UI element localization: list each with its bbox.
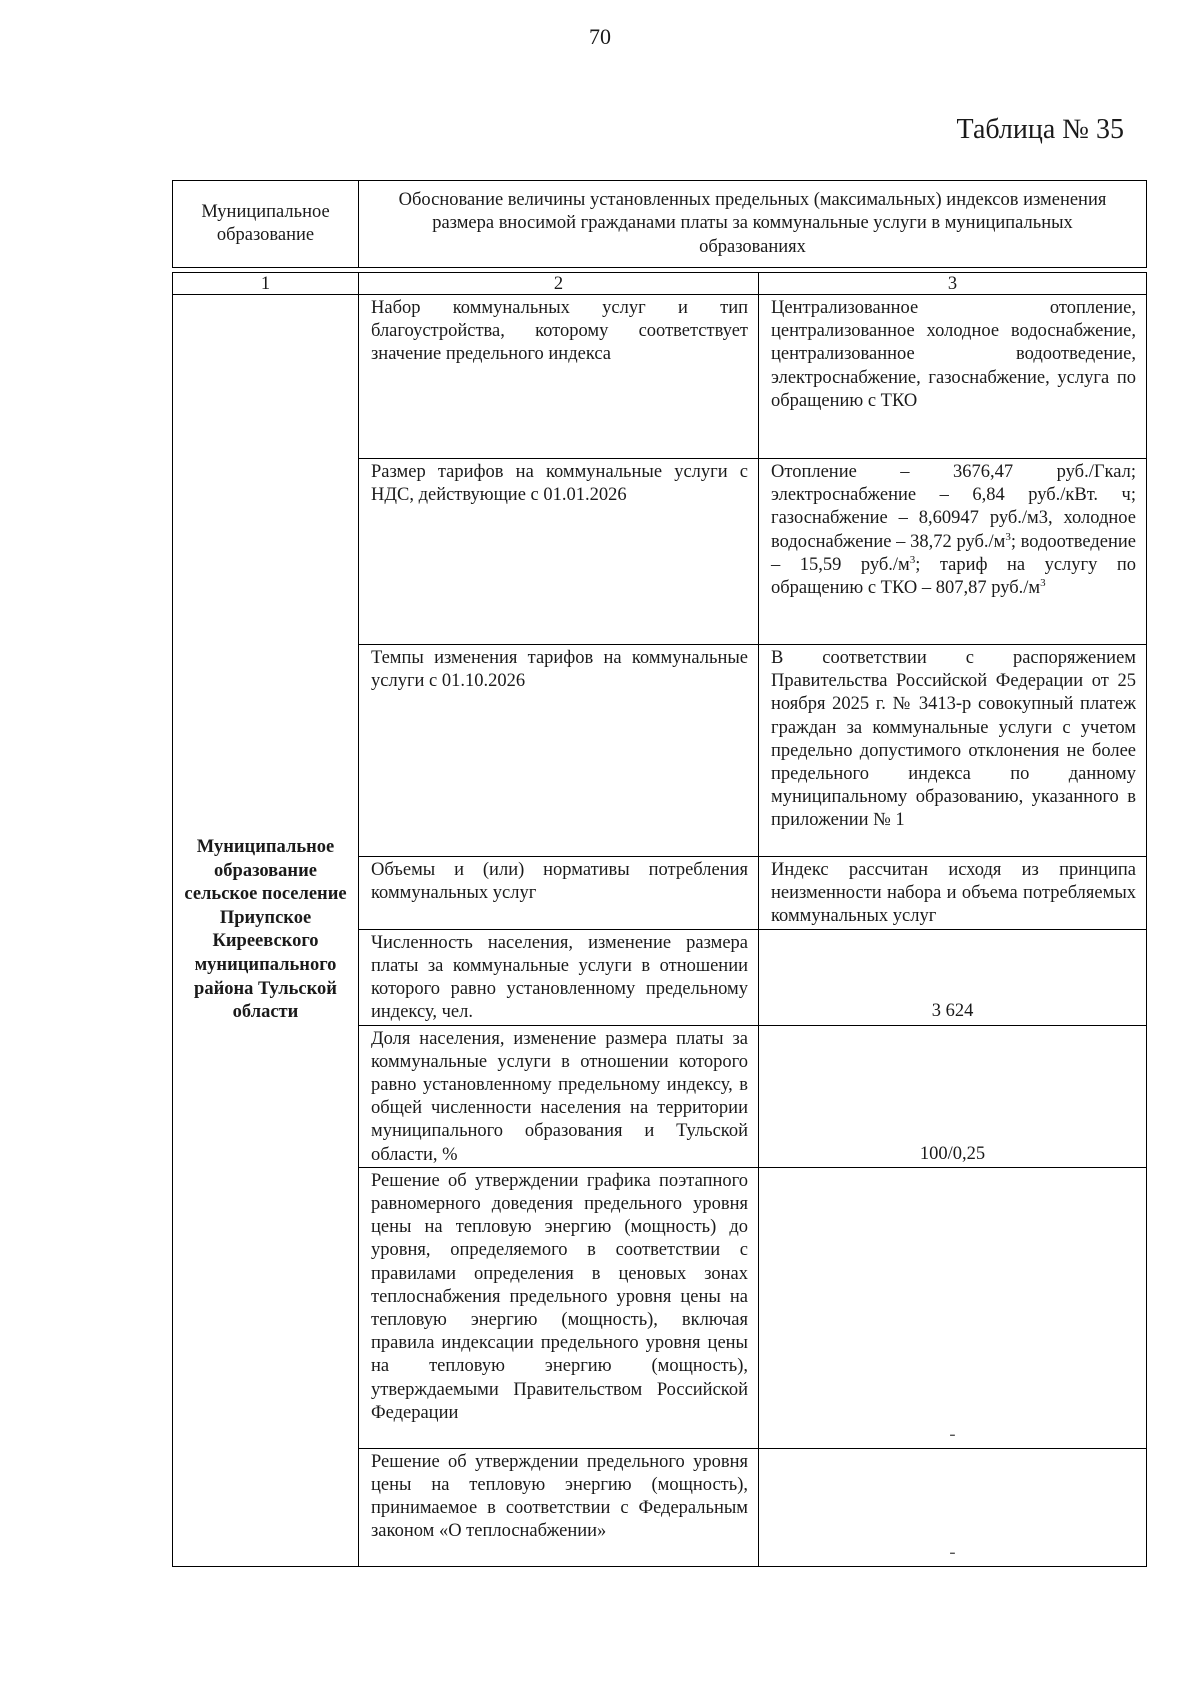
row-value: - — [759, 1167, 1147, 1448]
row-value: - — [759, 1448, 1147, 1566]
header-municipality: Муниципальное образование — [173, 181, 359, 268]
value-text: ; водоотведение – 15,59 руб./м — [771, 531, 1136, 575]
row-parameter: Решение об утверждении предельного уровня цены на тепловую энергию (мощность), принимаемое в соответствии с Федеральным законом «О теплоснабжении» — [359, 1448, 759, 1566]
column-number: 2 — [359, 273, 759, 295]
page-number: 70 — [589, 24, 611, 49]
table-header — [172, 180, 1147, 268]
superscript: 3 — [909, 553, 916, 566]
municipality-name: Муниципальное образование сельское поселение Приупское Киреевского муниципального района Тульской области — [173, 295, 359, 1567]
row-parameter: Размер тарифов на коммунальные услуги с НДС, действующие с 01.01.2026 — [359, 459, 759, 645]
row-parameter: Объемы и (или) нормативы потребления коммунальных услуг — [359, 857, 759, 930]
superscript: 3 — [1005, 530, 1011, 543]
row-value: Централизованное отопление, централизованное холодное водоснабжение, централизованное водоотведение, электроснабжение, газоснабжение, услуга по обращению с ТКО — [759, 295, 1147, 459]
row-value — [759, 459, 1147, 645]
data-table — [172, 272, 1147, 1567]
row-parameter: Набор коммунальных услуг и тип благоустройства, которому соответствует значение предельного индекса — [359, 295, 759, 459]
value-text: ; тариф на услугу по обращению с ТКО – 807,87 руб./м — [771, 554, 1136, 599]
table-title: Таблица № 35 — [956, 114, 1124, 145]
row-value: В соответствии с распоряжением Правительства Российской Федерации от 25 ноября 2025 г. № 3413-р совокупный платеж граждан за коммунальные услуги с учетом предельно допустимого отклонения не более предельного индекса по данному муниципальному образованию, указанного в приложении № 1 — [759, 645, 1147, 857]
row-value: 3 624 — [759, 929, 1147, 1025]
row-value: Индекс рассчитан исходя из принципа неизменности набора и объема потребляемых коммунальных услуг — [759, 857, 1147, 930]
row-parameter: Темпы изменения тарифов на коммунальные услуги с 01.10.2026 — [359, 645, 759, 857]
row-value: 100/0,25 — [759, 1025, 1147, 1167]
column-number: 1 — [173, 273, 359, 295]
superscript: 3 — [1040, 576, 1046, 589]
table-row — [173, 295, 1147, 459]
row-parameter: Численность населения, изменение размера платы за коммунальные услуги в отношении которого равно установленному предельному индексу, чел. — [359, 929, 759, 1025]
row-parameter: Решение об утверждении графика поэтапного равномерного доведения предельного уровня цены на тепловую энергию (мощность) до уровня, определяемого в соответствии с правилами определения в ценовых зонах теплоснабжения предельного уровня цены на тепловую энергию (мощность), включая правила индексации предельного уровня цены на тепловую энергию (мощность), утверждаемыми Правительством Российской Федерации — [359, 1167, 759, 1448]
header-justification: Обоснование величины установленных предельных (максимальных) индексов изменения размера вносимой гражданами платы за коммунальные услуги в муниципальных образованиях — [359, 181, 1147, 268]
row-parameter: Доля населения, изменение размера платы за коммунальные услуги в отношении которого равно установленному предельному индексу, в общей численности населения на территории муниципального образования и Тульской области, % — [359, 1025, 759, 1167]
column-number: 3 — [759, 273, 1147, 295]
column-number-row — [173, 273, 1147, 295]
value-text: Отопление – 3676,47 руб./Гкал; электроснабжение – 6,84 руб./кВт. ч; газоснабжение – 8,60947 руб./м3, холодное водоснабжение – 38,72 руб./м — [771, 462, 1136, 552]
